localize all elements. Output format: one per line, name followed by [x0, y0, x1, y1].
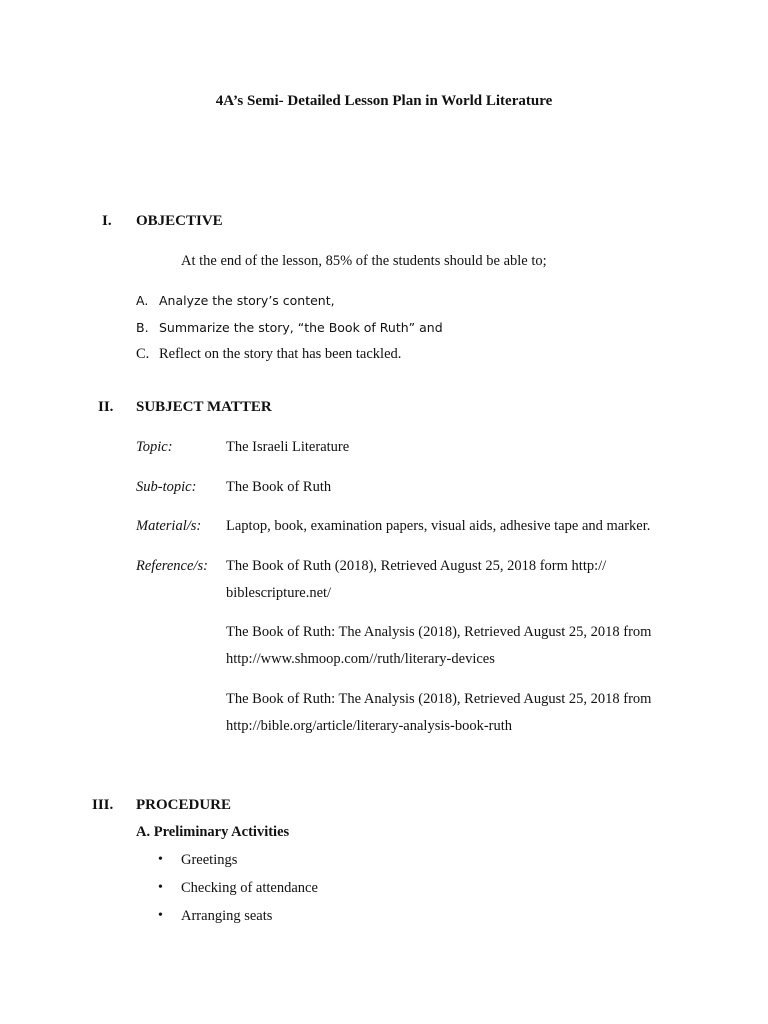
bullet-item: Checking of attendance — [181, 880, 318, 896]
section-number-objective: I. — [102, 213, 112, 229]
reference-line: The Book of Ruth: The Analysis (2018), Retrieved August 25, 2018 from — [226, 624, 652, 640]
objective-item-letter: B. — [136, 320, 149, 335]
objective-item-text: Reflect on the story that has been tackled. — [159, 346, 402, 362]
bullet-icon: • — [158, 908, 163, 923]
reference-line: biblescripture.net/ — [226, 585, 332, 601]
objective-item-text: Analyze the story’s content, — [159, 293, 335, 308]
topic-value: The Israeli Literature — [226, 439, 350, 455]
reference-line: The Book of Ruth: The Analysis (2018), Retrieved August 25, 2018 from — [226, 691, 652, 707]
document-title: 4A’s Semi- Detailed Lesson Plan in World Literature — [215, 93, 553, 109]
bullet-icon: • — [158, 852, 163, 867]
section-number-procedure: III. — [92, 797, 114, 813]
objective-item-letter: C. — [136, 346, 150, 362]
objective-item-letter: A. — [136, 293, 149, 308]
references-label: Reference/s: — [136, 558, 208, 574]
section-heading-subject-matter: SUBJECT MATTER — [136, 399, 272, 415]
materials-value: Laptop, book, examination papers, visual aids, adhesive tape and marker. — [226, 518, 651, 534]
objective-intro: At the end of the lesson, 85% of the students should be able to; — [181, 253, 547, 269]
materials-label: Material/s: — [136, 518, 202, 534]
reference-line: http://bible.org/article/literary-analysis-book-ruth — [226, 718, 513, 734]
section-heading-procedure: PROCEDURE — [136, 797, 232, 813]
bullet-item: Greetings — [181, 852, 238, 868]
subtopic-value: The Book of Ruth — [226, 479, 332, 495]
reference-line: The Book of Ruth (2018), Retrieved August 25, 2018 form http:// — [226, 558, 607, 574]
section-number-subject-matter: II. — [98, 399, 114, 415]
objective-item-text: Summarize the story, “the Book of Ruth” and — [159, 320, 443, 335]
section-heading-objective: OBJECTIVE — [136, 213, 223, 229]
subtopic-label: Sub-topic: — [136, 479, 197, 495]
reference-line: http://www.shmoop.com//ruth/literary-devices — [226, 651, 495, 667]
bullet-icon: • — [158, 880, 163, 895]
preliminary-activities-heading: A. Preliminary Activities — [136, 824, 290, 840]
bullet-item: Arranging seats — [181, 908, 273, 924]
topic-label: Topic: — [136, 439, 173, 455]
